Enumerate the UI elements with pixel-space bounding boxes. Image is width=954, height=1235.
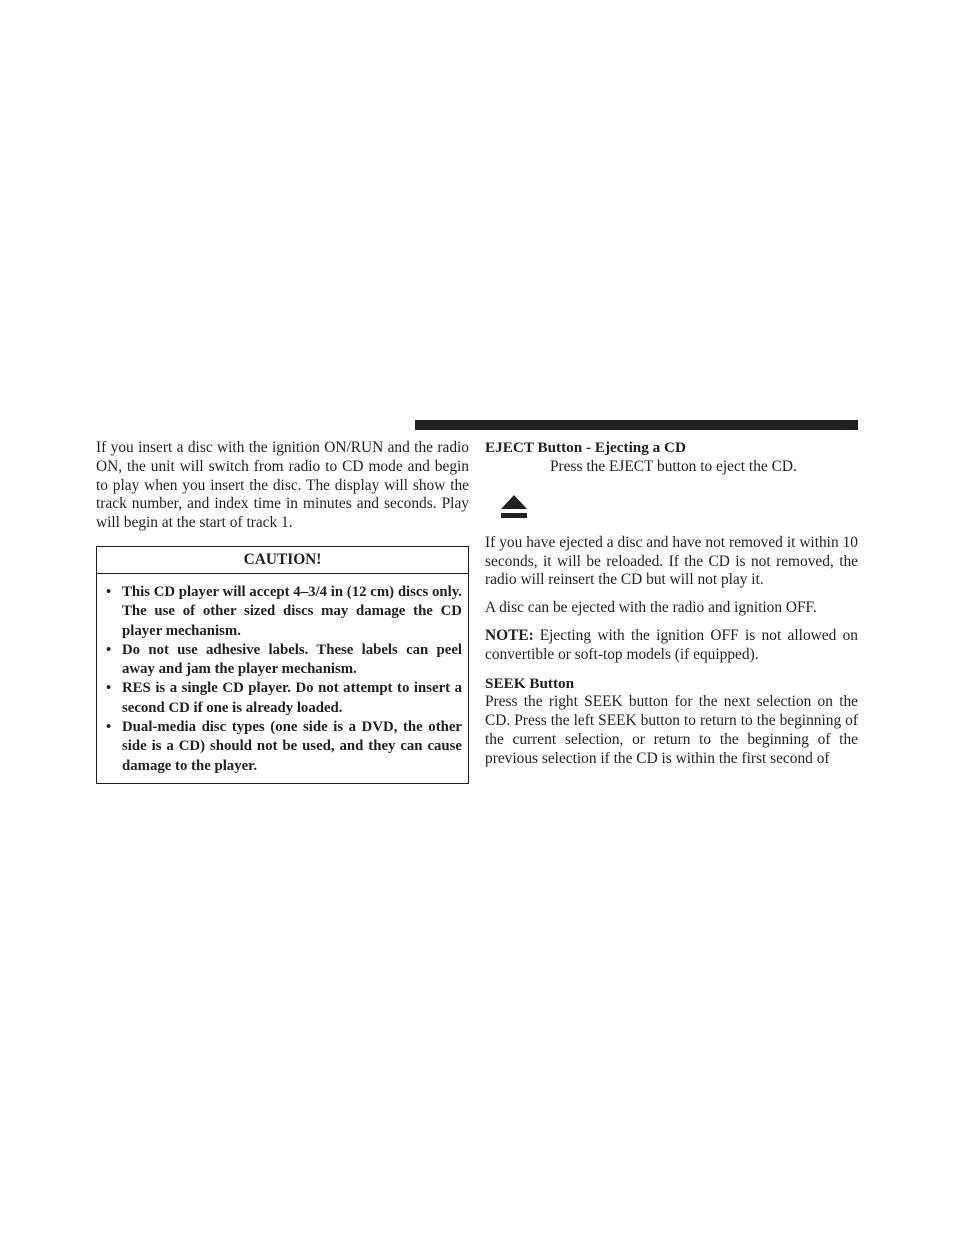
caution-list xyxy=(97,574,468,783)
eject-heading: EJECT Button - Ejecting a CD xyxy=(485,439,686,456)
seek-heading: SEEK Button xyxy=(485,674,575,692)
caution-box xyxy=(96,546,469,784)
caution-item: • This CD player will accept 4–3/4 in (12 cm) discs only. The use of other sized discs may damage the CD player mechanism. xyxy=(106,583,462,639)
eject-icon xyxy=(500,495,528,520)
bullet-icon: • xyxy=(106,583,112,600)
off-paragraph: A disc can be ejected with the radio and ignition OFF. xyxy=(485,599,817,617)
caution-item: • Do not use adhesive labels. These labels can peel away and jam the player mechanism. xyxy=(106,641,462,678)
caution-item: • Dual-media disc types (one side is a DVD, the other side is a CD) should not be used, and they can cause damage to the player. xyxy=(106,719,462,774)
note-text: Ejecting with the ignition OFF is not allowed on convertible or soft-top models (if equipped). xyxy=(485,626,858,663)
reload-paragraph: If you have ejected a disc and have not removed it within 10 seconds, it will be reloaded. If the CD is not removed, the radio will reinsert the CD but will not play it. xyxy=(485,533,858,589)
bullet-icon: • xyxy=(106,641,112,658)
bullet-icon: • xyxy=(106,719,112,736)
caution-item: • RES is a single CD player. Do not attempt to insert a second CD if one is already loaded. xyxy=(106,680,462,716)
eject-row xyxy=(485,458,858,534)
intro-paragraph: If you insert a disc with the ignition ON/RUN and the radio ON, the unit will switch from radio to CD mode and begin to play when you insert the disc. The display will show the track number, and index time in minutes and seconds. Play will begin at the start of track 1. xyxy=(96,439,469,532)
note-paragraph xyxy=(485,627,858,665)
note-label: NOTE: xyxy=(485,626,534,644)
section-header-bar xyxy=(415,420,858,430)
seek-paragraph: Press the right SEEK button for the next selection on the CD. Press the left SEEK button to return to the beginning of the current selection, or return to the beginning of the previous selection if the CD is within the first second of xyxy=(485,693,858,767)
caution-title: CAUTION! xyxy=(97,547,468,574)
eject-instruction: Press the EJECT button to eject the CD. xyxy=(550,457,797,475)
right-column xyxy=(485,439,858,769)
bullet-icon: • xyxy=(106,680,112,697)
left-column xyxy=(96,439,469,784)
